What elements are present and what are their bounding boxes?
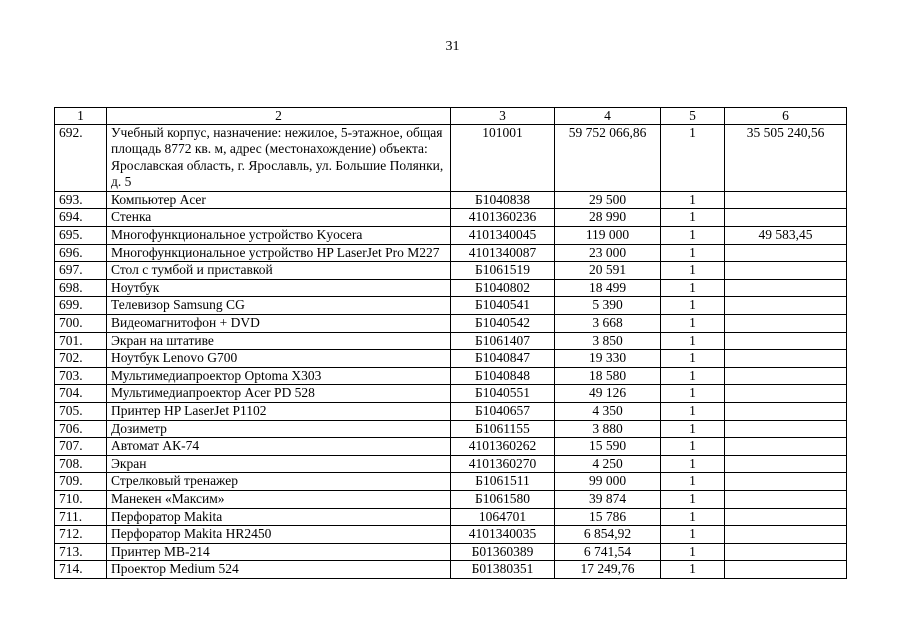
residual-value-cell bbox=[725, 403, 847, 421]
inventory-number-cell: Б1040541 bbox=[451, 297, 555, 315]
quantity-cell: 1 bbox=[661, 561, 725, 579]
table-row bbox=[55, 455, 847, 473]
quantity-cell: 1 bbox=[661, 403, 725, 421]
residual-value-cell bbox=[725, 385, 847, 403]
cost-cell: 49 126 bbox=[555, 385, 661, 403]
item-name-cell: Мультимедиапроектор Acer PD 528 bbox=[107, 385, 451, 403]
quantity-cell: 1 bbox=[661, 244, 725, 262]
item-name-cell: Видеомагнитофон + DVD bbox=[107, 315, 451, 333]
residual-value-cell bbox=[725, 262, 847, 280]
cost-cell: 18 499 bbox=[555, 279, 661, 297]
residual-value-cell bbox=[725, 561, 847, 579]
cost-cell: 19 330 bbox=[555, 350, 661, 368]
quantity-cell: 1 bbox=[661, 420, 725, 438]
row-number-cell: 704. bbox=[55, 385, 107, 403]
item-name-cell: Экран на штативе bbox=[107, 332, 451, 350]
cost-cell: 15 786 bbox=[555, 508, 661, 526]
cost-cell: 6 741,54 bbox=[555, 543, 661, 561]
header-cell: 6 bbox=[725, 108, 847, 125]
row-number-cell: 695. bbox=[55, 227, 107, 245]
residual-value-cell bbox=[725, 209, 847, 227]
inventory-number-cell: Б1061407 bbox=[451, 332, 555, 350]
row-number-cell: 709. bbox=[55, 473, 107, 491]
inventory-number-cell: Б01360389 bbox=[451, 543, 555, 561]
row-number-cell: 712. bbox=[55, 526, 107, 544]
residual-value-cell bbox=[725, 438, 847, 456]
inventory-number-cell: 4101360236 bbox=[451, 209, 555, 227]
quantity-cell: 1 bbox=[661, 350, 725, 368]
table-row bbox=[55, 124, 847, 191]
residual-value-cell bbox=[725, 490, 847, 508]
residual-value-cell bbox=[725, 297, 847, 315]
item-name-cell: Стрелковый тренажер bbox=[107, 473, 451, 491]
header-cell: 1 bbox=[55, 108, 107, 125]
cost-cell: 5 390 bbox=[555, 297, 661, 315]
residual-value-cell: 35 505 240,56 bbox=[725, 124, 847, 191]
inventory-number-cell: 4101340087 bbox=[451, 244, 555, 262]
row-number-cell: 699. bbox=[55, 297, 107, 315]
inventory-table bbox=[54, 107, 847, 579]
quantity-cell: 1 bbox=[661, 508, 725, 526]
inventory-number-cell: Б01380351 bbox=[451, 561, 555, 579]
table-row bbox=[55, 473, 847, 491]
cost-cell: 20 591 bbox=[555, 262, 661, 280]
table-row bbox=[55, 403, 847, 421]
residual-value-cell bbox=[725, 279, 847, 297]
item-name-cell: Компьютер Acer bbox=[107, 191, 451, 209]
cost-cell: 4 350 bbox=[555, 403, 661, 421]
quantity-cell: 1 bbox=[661, 332, 725, 350]
row-number-cell: 714. bbox=[55, 561, 107, 579]
table-row bbox=[55, 209, 847, 227]
residual-value-cell bbox=[725, 315, 847, 333]
row-number-cell: 696. bbox=[55, 244, 107, 262]
table-row bbox=[55, 262, 847, 280]
table-header-row bbox=[55, 108, 847, 125]
residual-value-cell bbox=[725, 350, 847, 368]
quantity-cell: 1 bbox=[661, 543, 725, 561]
item-name-cell: Ноутбук bbox=[107, 279, 451, 297]
header-cell: 4 bbox=[555, 108, 661, 125]
cost-cell: 17 249,76 bbox=[555, 561, 661, 579]
item-name-cell: Многофункциональное устройство Kyocera bbox=[107, 227, 451, 245]
table-row bbox=[55, 315, 847, 333]
table-row bbox=[55, 350, 847, 368]
table-row bbox=[55, 438, 847, 456]
quantity-cell: 1 bbox=[661, 438, 725, 456]
residual-value-cell bbox=[725, 244, 847, 262]
quantity-cell: 1 bbox=[661, 279, 725, 297]
row-number-cell: 698. bbox=[55, 279, 107, 297]
row-number-cell: 710. bbox=[55, 490, 107, 508]
residual-value-cell bbox=[725, 420, 847, 438]
cost-cell: 18 580 bbox=[555, 367, 661, 385]
quantity-cell: 1 bbox=[661, 209, 725, 227]
row-number-cell: 708. bbox=[55, 455, 107, 473]
table-row bbox=[55, 508, 847, 526]
cost-cell: 59 752 066,86 bbox=[555, 124, 661, 191]
item-name-cell: Проектор Medium 524 bbox=[107, 561, 451, 579]
inventory-number-cell: Б1061519 bbox=[451, 262, 555, 280]
item-name-cell: Принтер МВ-214 bbox=[107, 543, 451, 561]
inventory-number-cell: Б1040838 bbox=[451, 191, 555, 209]
table-row bbox=[55, 543, 847, 561]
table-row bbox=[55, 420, 847, 438]
residual-value-cell bbox=[725, 526, 847, 544]
row-number-cell: 700. bbox=[55, 315, 107, 333]
item-name-cell: Стол с тумбой и приставкой bbox=[107, 262, 451, 280]
table-row bbox=[55, 385, 847, 403]
cost-cell: 119 000 bbox=[555, 227, 661, 245]
quantity-cell: 1 bbox=[661, 526, 725, 544]
cost-cell: 6 854,92 bbox=[555, 526, 661, 544]
residual-value-cell bbox=[725, 508, 847, 526]
table-row bbox=[55, 526, 847, 544]
row-number-cell: 707. bbox=[55, 438, 107, 456]
inventory-number-cell: Б1040848 bbox=[451, 367, 555, 385]
inventory-number-cell: 4101360270 bbox=[451, 455, 555, 473]
cost-cell: 28 990 bbox=[555, 209, 661, 227]
row-number-cell: 713. bbox=[55, 543, 107, 561]
row-number-cell: 694. bbox=[55, 209, 107, 227]
item-name-cell: Стенка bbox=[107, 209, 451, 227]
quantity-cell: 1 bbox=[661, 473, 725, 491]
page-number: 31 bbox=[445, 39, 460, 54]
table-row bbox=[55, 279, 847, 297]
quantity-cell: 1 bbox=[661, 490, 725, 508]
inventory-number-cell: Б1040802 bbox=[451, 279, 555, 297]
table-row bbox=[55, 227, 847, 245]
item-name-cell: Учебный корпус, назначение: нежилое, 5-этажное, общая площадь 8772 кв. м, адрес (местонахождение) объекта: Ярославская область, г. Ярославль, ул. Большие Полянки, д. 5 bbox=[107, 124, 451, 191]
item-name-cell: Принтер HP LaserJet P1102 bbox=[107, 403, 451, 421]
quantity-cell: 1 bbox=[661, 124, 725, 191]
row-number-cell: 705. bbox=[55, 403, 107, 421]
table-row bbox=[55, 297, 847, 315]
residual-value-cell: 49 583,45 bbox=[725, 227, 847, 245]
cost-cell: 99 000 bbox=[555, 473, 661, 491]
inventory-number-cell: Б1061155 bbox=[451, 420, 555, 438]
item-name-cell: Телевизор Samsung CG bbox=[107, 297, 451, 315]
residual-value-cell bbox=[725, 473, 847, 491]
table-row bbox=[55, 490, 847, 508]
quantity-cell: 1 bbox=[661, 227, 725, 245]
row-number-cell: 693. bbox=[55, 191, 107, 209]
residual-value-cell bbox=[725, 543, 847, 561]
table-row bbox=[55, 561, 847, 579]
cost-cell: 3 880 bbox=[555, 420, 661, 438]
quantity-cell: 1 bbox=[661, 315, 725, 333]
header-cell: 5 bbox=[661, 108, 725, 125]
cost-cell: 3 850 bbox=[555, 332, 661, 350]
item-name-cell: Ноутбук Lenovo G700 bbox=[107, 350, 451, 368]
inventory-number-cell: 1064701 bbox=[451, 508, 555, 526]
inventory-number-cell: Б1040847 bbox=[451, 350, 555, 368]
inventory-number-cell: Б1040657 bbox=[451, 403, 555, 421]
inventory-number-cell: Б1061511 bbox=[451, 473, 555, 491]
cost-cell: 4 250 bbox=[555, 455, 661, 473]
row-number-cell: 711. bbox=[55, 508, 107, 526]
item-name-cell: Дозиметр bbox=[107, 420, 451, 438]
cost-cell: 29 500 bbox=[555, 191, 661, 209]
quantity-cell: 1 bbox=[661, 297, 725, 315]
table-row bbox=[55, 191, 847, 209]
inventory-number-cell: 4101360262 bbox=[451, 438, 555, 456]
item-name-cell: Экран bbox=[107, 455, 451, 473]
cost-cell: 3 668 bbox=[555, 315, 661, 333]
residual-value-cell bbox=[725, 455, 847, 473]
residual-value-cell bbox=[725, 367, 847, 385]
row-number-cell: 701. bbox=[55, 332, 107, 350]
inventory-number-cell: Б1040542 bbox=[451, 315, 555, 333]
inventory-number-cell: 4101340045 bbox=[451, 227, 555, 245]
item-name-cell: Перфоратор Makita bbox=[107, 508, 451, 526]
table-row bbox=[55, 367, 847, 385]
table-row bbox=[55, 332, 847, 350]
item-name-cell: Мультимедиапроектор Optoma X303 bbox=[107, 367, 451, 385]
inventory-number-cell: Б1061580 bbox=[451, 490, 555, 508]
inventory-number-cell: Б1040551 bbox=[451, 385, 555, 403]
header-cell: 3 bbox=[451, 108, 555, 125]
item-name-cell: Многофункциональное устройство HP LaserJet Pro M227 bbox=[107, 244, 451, 262]
quantity-cell: 1 bbox=[661, 385, 725, 403]
residual-value-cell bbox=[725, 191, 847, 209]
inventory-table-body bbox=[55, 108, 847, 579]
row-number-cell: 697. bbox=[55, 262, 107, 280]
residual-value-cell bbox=[725, 332, 847, 350]
quantity-cell: 1 bbox=[661, 191, 725, 209]
row-number-cell: 703. bbox=[55, 367, 107, 385]
quantity-cell: 1 bbox=[661, 367, 725, 385]
quantity-cell: 1 bbox=[661, 262, 725, 280]
cost-cell: 15 590 bbox=[555, 438, 661, 456]
cost-cell: 23 000 bbox=[555, 244, 661, 262]
item-name-cell: Манекен «Максим» bbox=[107, 490, 451, 508]
inventory-number-cell: 101001 bbox=[451, 124, 555, 191]
inventory-number-cell: 4101340035 bbox=[451, 526, 555, 544]
item-name-cell: Автомат АК-74 bbox=[107, 438, 451, 456]
row-number-cell: 692. bbox=[55, 124, 107, 191]
item-name-cell: Перфоратор Makita HR2450 bbox=[107, 526, 451, 544]
row-number-cell: 706. bbox=[55, 420, 107, 438]
row-number-cell: 702. bbox=[55, 350, 107, 368]
table-row bbox=[55, 244, 847, 262]
cost-cell: 39 874 bbox=[555, 490, 661, 508]
header-cell: 2 bbox=[107, 108, 451, 125]
quantity-cell: 1 bbox=[661, 455, 725, 473]
